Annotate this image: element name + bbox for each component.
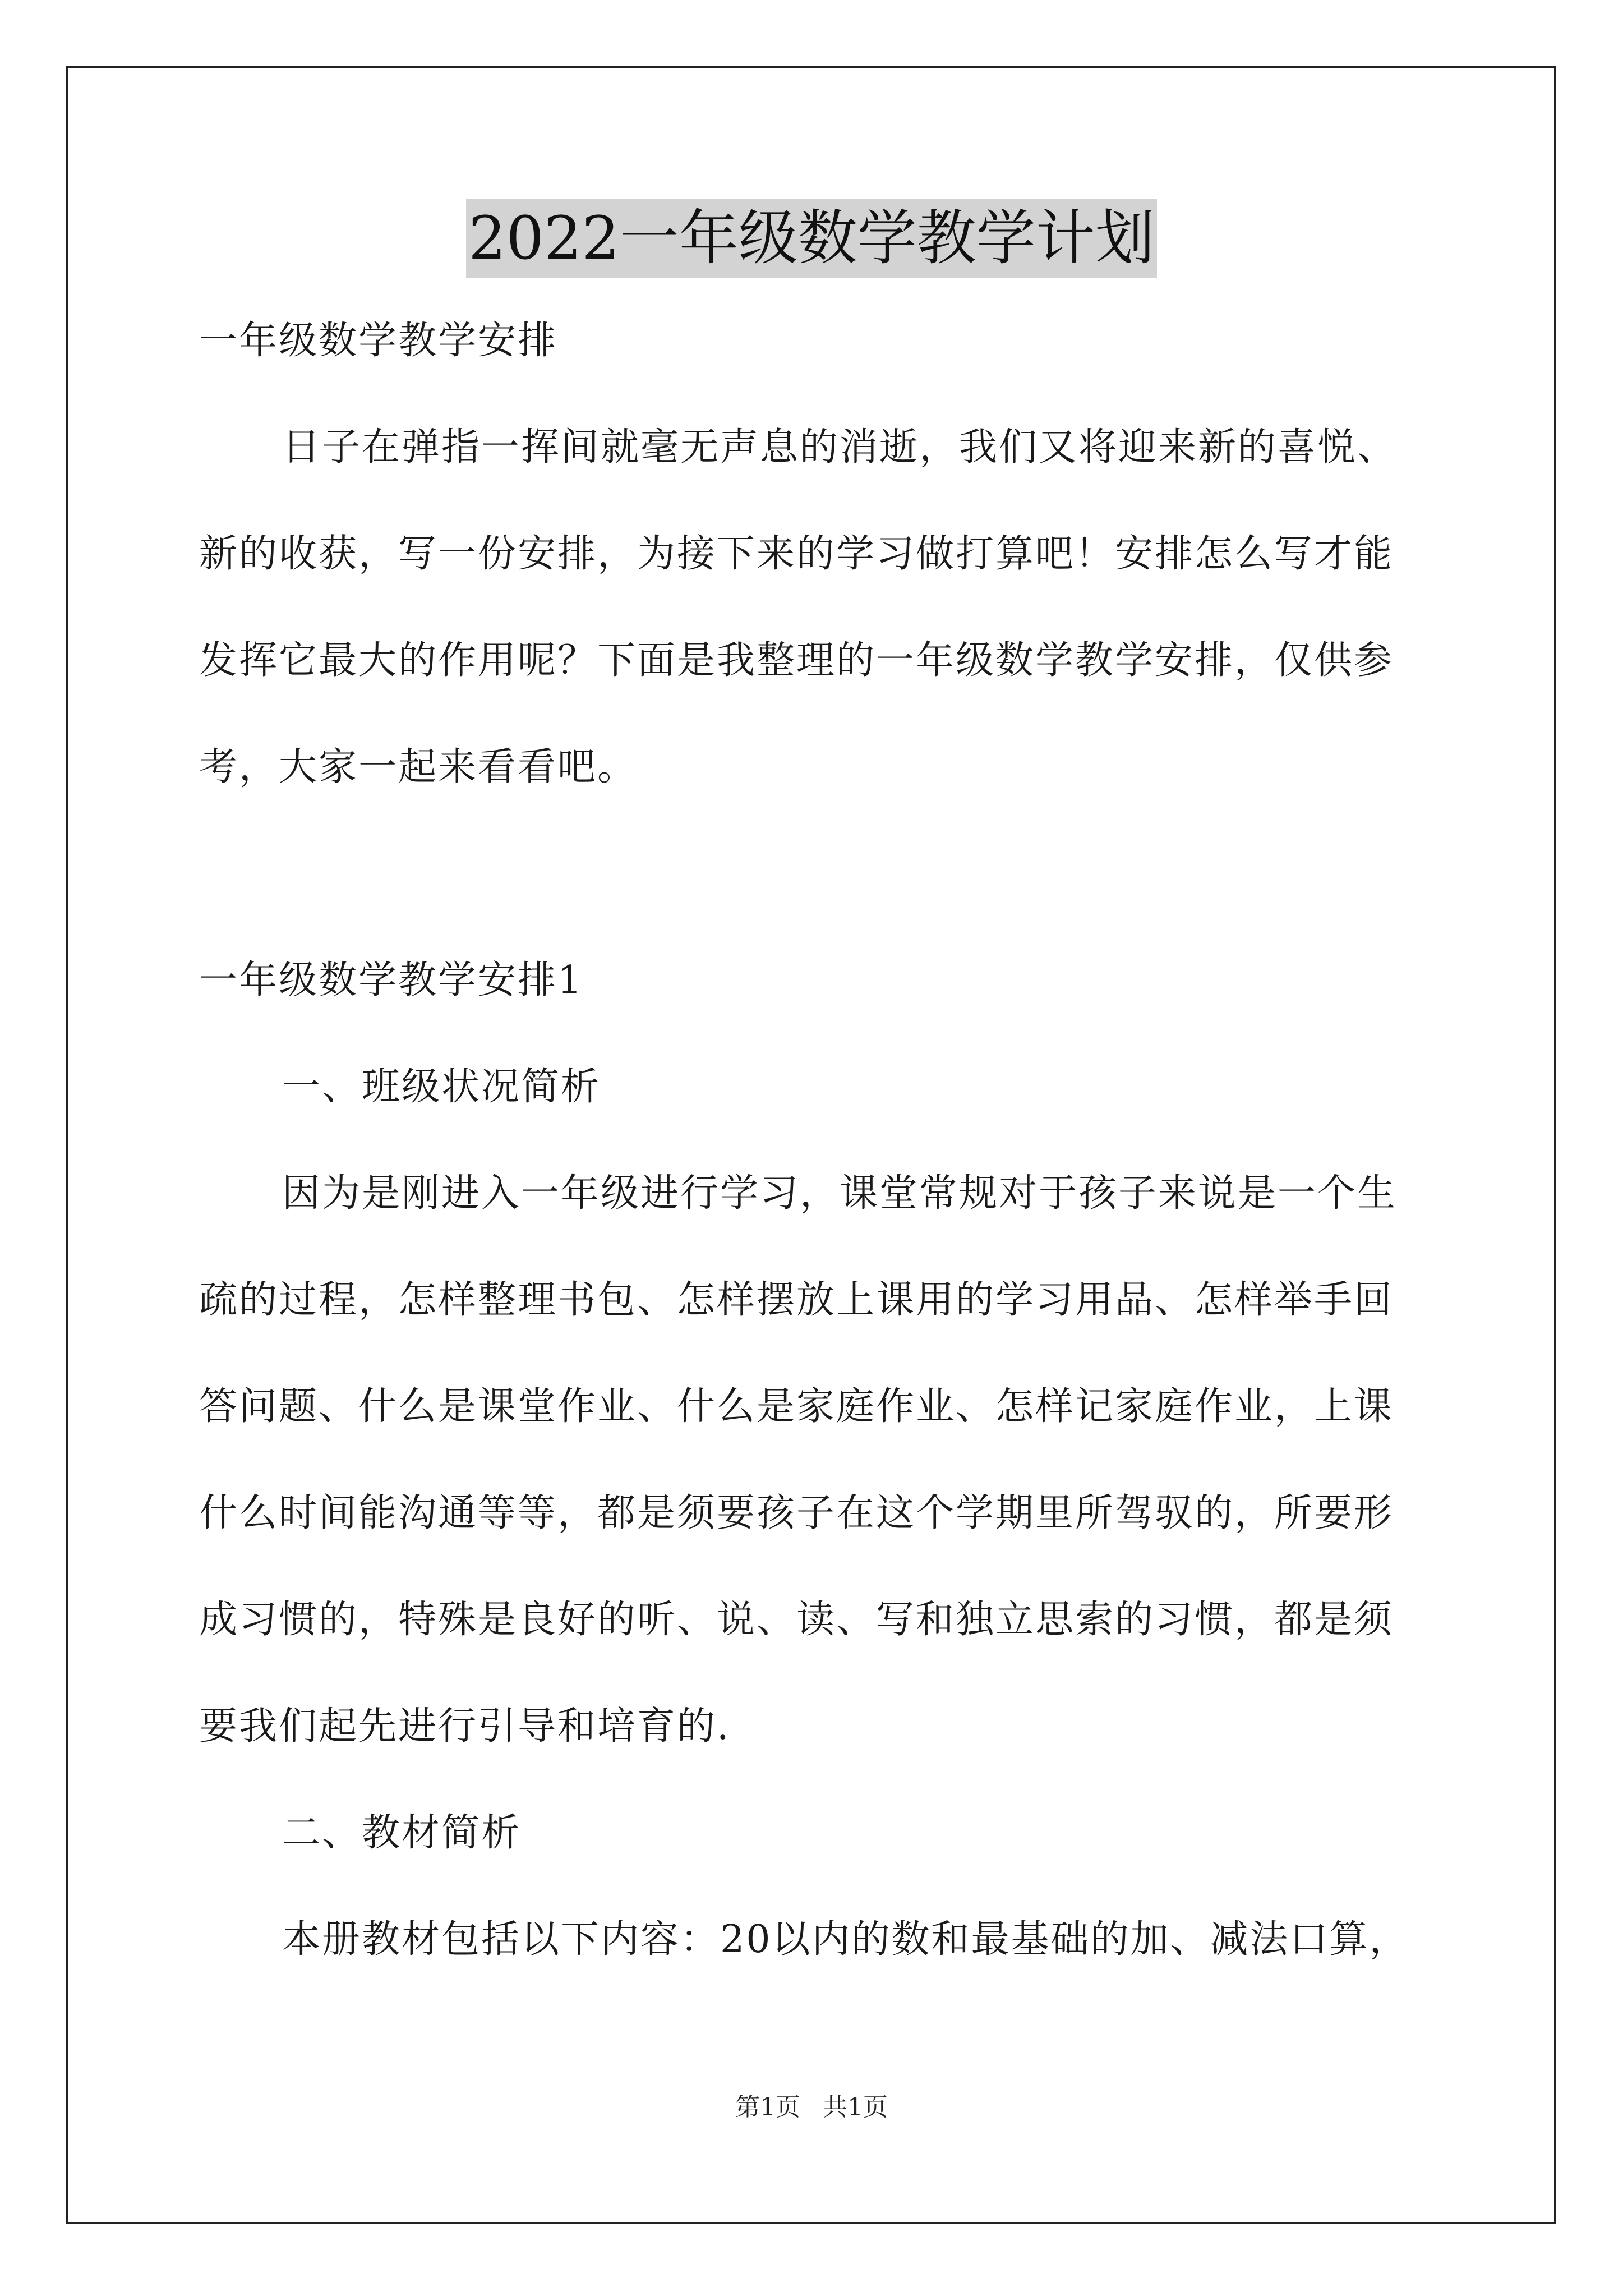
- intro-paragraph-line: 发挥它最大的作用呢？下面是我整理的一年级数学教学安排，仅供参: [199, 638, 1394, 683]
- section-heading: 一年级数学教学安排1: [199, 958, 584, 1002]
- part1-paragraph-line: 要我们起先进行引导和培育的.: [199, 1704, 731, 1749]
- intro-paragraph-line: 新的收获，写一份安排，为接下来的学习做打算吧！安排怎么写才能: [199, 532, 1394, 576]
- document-body: [199, 314, 1433, 1966]
- document-title: 2022一年级数学教学计划: [466, 199, 1157, 278]
- page-total: 共1页: [823, 2093, 888, 2122]
- intro-paragraph-line: 考，大家一起来看看吧。: [199, 745, 638, 789]
- part1-paragraph-line: 因为是刚进入一年级进行学习，课堂常规对于孩子来说是一个生: [282, 1171, 1398, 1216]
- part1-paragraph-line: 答问题、什么是课堂作业、什么是家庭作业、怎样记家庭作业，上课: [199, 1384, 1394, 1429]
- part1-paragraph-line: 疏的过程，怎样整理书包、怎样摆放上课用的学习用品、怎样举手回: [199, 1278, 1394, 1322]
- part1-paragraph-line: 什么时间能沟通等等，都是须要孩子在这个学期里所驾驭的，所要形: [199, 1491, 1394, 1535]
- intro-heading: 一年级数学教学安排: [199, 319, 558, 363]
- title-wrapper: [0, 199, 1623, 278]
- intro-paragraph-line: 日子在弹指一挥间就毫无声息的消逝，我们又将迎来新的喜悦、: [282, 425, 1398, 470]
- part1-heading: 一、班级状况简析: [282, 1065, 601, 1109]
- page-number: 第1页: [735, 2093, 800, 2122]
- part2-paragraph-line: 本册教材包括以下内容：20以内的数和最基础的加、减法口算，: [282, 1917, 1409, 1962]
- page-footer: [0, 2087, 1623, 2123]
- part1-paragraph-line: 成习惯的，特殊是良好的听、说、读、写和独立思索的习惯，都是须: [199, 1598, 1394, 1642]
- part2-heading: 二、教材简析: [282, 1811, 522, 1855]
